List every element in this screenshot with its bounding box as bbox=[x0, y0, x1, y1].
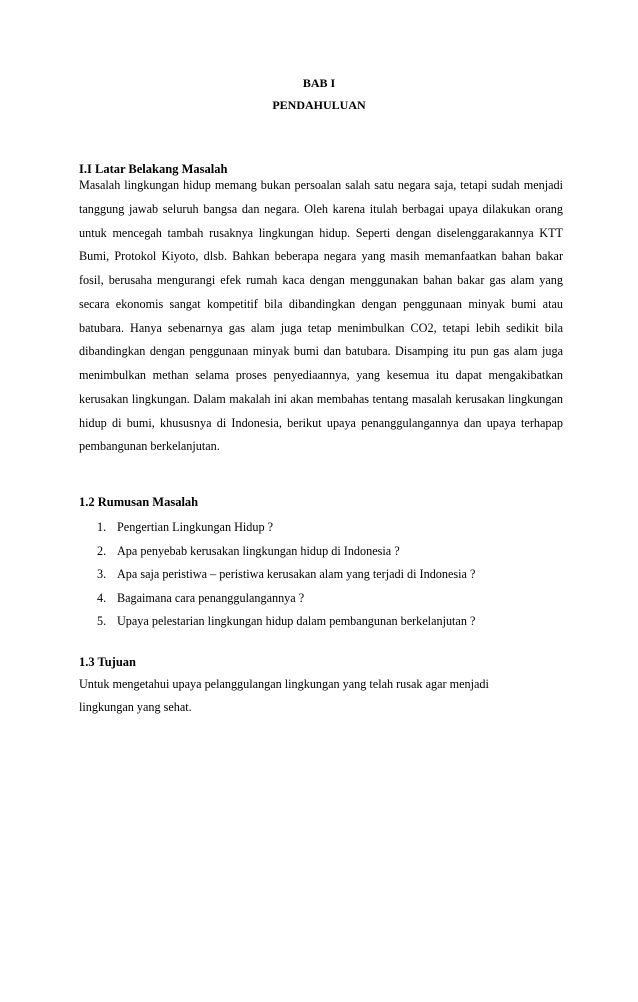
list-item bbox=[79, 591, 579, 615]
purpose-line-2: lingkungan yang sehat. bbox=[79, 700, 192, 714]
list-item bbox=[79, 544, 579, 568]
list-text: Pengertian Lingkungan Hidup ? bbox=[117, 520, 274, 534]
list-item bbox=[79, 520, 579, 544]
list-text: Apa saja peristiwa – peristiwa kerusakan alam yang terjadi di Indonesia ? bbox=[117, 567, 476, 581]
list-text: Upaya pelestarian lingkungan hidup dalam pembangunan berkelanjutan ? bbox=[117, 614, 476, 628]
list-number: 2. bbox=[97, 543, 107, 558]
section-body-background: Masalah lingkungan hidup memang bukan persoalan salah satu negara saja, tetapi sudah menjadi tanggung jawab seluruh bangsa dan negara. Oleh karena itulah berbagai upaya dilakukan orang untuk mencegah tambah rusaknya lingkungan hidup. Seperti dengan diselenggarakannya KTT Bumi, Protokol Kiyoto, dlsb. Bahkan beberapa negara yang masih memanfaatkan bahan bakar fosil, berusaha mengurangi efek rumah kaca dengan menggunakan bahan bakar gas alam yang secara ekonomis sangat kompetitif bila dibandingkan dengan penggunaan minyak bumi atau batubara. Hanya sebenarnya gas alam juga tetap menimbulkan CO2, tetapi lebih sedikit bila dibandingkan dengan penggunaan minyak bumi dan batubara. Disamping itu pun gas alam juga menimbulkan methan selama proses penyediaannya, yang kesemua itu dapat mengakibatkan kerusakan lingkungan. Dalam makalah ini akan membahas tentang masalah kerusakan lingkungan hidup di bumi, khususnya di Indonesia, berikut upaya penanggulangannya dan upaya terhapap pembangunan berkelanjutan. bbox=[79, 178, 563, 454]
purpose-line-1: Untuk mengetahui upaya pelanggulangan lingkungan yang telah rusak agar menjadi bbox=[79, 677, 489, 691]
list-number: 5. bbox=[97, 614, 107, 628]
section-heading-problem: 1.2 Rumusan Masalah bbox=[79, 495, 199, 509]
chapter-title: PENDAHULUAN bbox=[272, 98, 366, 112]
list-number: 1. bbox=[97, 520, 107, 534]
list-item bbox=[79, 567, 579, 591]
list-number: 4. bbox=[97, 590, 107, 605]
chapter-number: BAB I bbox=[302, 76, 336, 90]
list-text: Apa penyebab kerusakan lingkungan hidup di Indonesia ? bbox=[117, 543, 400, 558]
problem-list bbox=[79, 520, 579, 638]
list-number: 3. bbox=[97, 567, 107, 581]
list-text: Bagaimana cara penanggulangannya ? bbox=[117, 590, 305, 605]
list-item bbox=[79, 614, 579, 638]
section-heading-purpose: 1.3 Tujuan bbox=[79, 655, 136, 669]
section-heading-background: I.I Latar Belakang Masalah bbox=[79, 162, 228, 176]
